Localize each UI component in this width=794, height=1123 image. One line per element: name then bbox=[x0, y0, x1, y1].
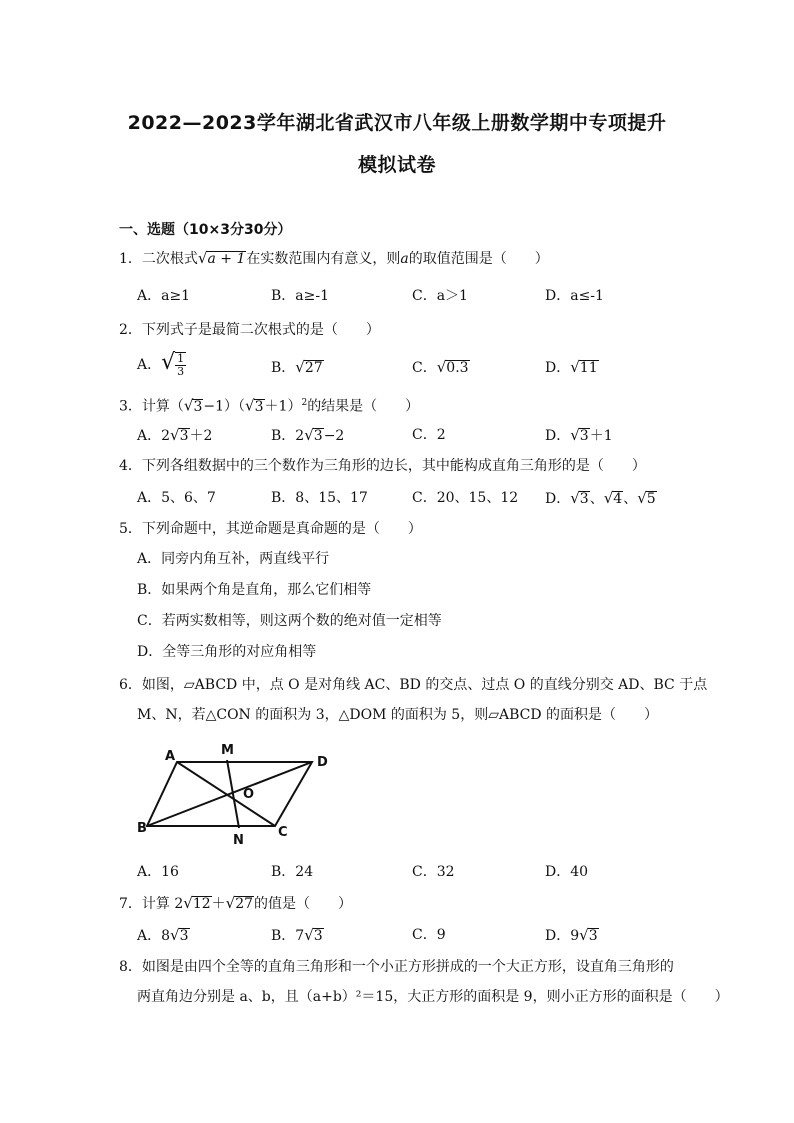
q3-d-label: D． bbox=[545, 428, 571, 444]
question-8-line1: 8．如图是由四个全等的直角三角形和一个小正方形拼成的一个大正方形，设直角三角形的 bbox=[119, 959, 674, 975]
q2-option-a[interactable]: A．√ $\frac{1}{3}$ bbox=[137, 350, 185, 378]
q3-b-label: B．2 bbox=[271, 428, 305, 444]
label-m: M bbox=[221, 743, 234, 758]
q7-radicand-1: 12 bbox=[192, 896, 211, 912]
q3-option-c[interactable]: C．2 bbox=[412, 427, 446, 443]
q4-d-rad2: 4 bbox=[613, 491, 623, 507]
q4-d-rad3: 5 bbox=[646, 491, 656, 507]
diagonal-ac bbox=[177, 762, 275, 826]
question-8-line2: 两直角边分别是 a、b，且（a+b）²＝15，大正方形的面积是 9，则小正方形的面积是（ ） bbox=[137, 989, 729, 1005]
page-title-line2: 模拟试卷 bbox=[357, 154, 436, 176]
q1-text2: 在实数范围内有意义，则 bbox=[246, 251, 401, 267]
q2-option-c[interactable]: C．√0.3 bbox=[412, 358, 469, 376]
question-5: 5．下列命题中，其逆命题是真命题的是（ ） bbox=[119, 521, 422, 537]
label-n: N bbox=[233, 833, 244, 848]
label-b: B bbox=[137, 821, 147, 836]
section-heading: 一、选题（10×3分30分） bbox=[119, 222, 292, 238]
q1-text: 二次根式 bbox=[141, 251, 198, 267]
q5-option-b[interactable]: B．如果两个角是直角，那么它们相等 bbox=[137, 582, 372, 598]
q3-radicand-2: 3 bbox=[254, 398, 264, 415]
q1-option-d[interactable]: D．a≤-1 bbox=[545, 288, 604, 304]
q7-d-radicand: 3 bbox=[588, 928, 598, 944]
label-a: A bbox=[165, 749, 176, 764]
q3-exponent: 2 bbox=[301, 398, 308, 408]
q7-option-b[interactable]: B．7√3 bbox=[271, 926, 323, 944]
q6-option-d[interactable]: D．40 bbox=[545, 864, 589, 880]
q3-text: 3．计算（ bbox=[119, 398, 184, 415]
q4-d-label: D． bbox=[545, 491, 571, 507]
q6-option-b[interactable]: B．24 bbox=[271, 864, 314, 880]
q2-b-label: B． bbox=[271, 360, 296, 376]
q7-d-label: D．9 bbox=[545, 928, 580, 944]
q2-a-numerator: 1 bbox=[177, 352, 185, 365]
q7-text2: 的值是（ ） bbox=[254, 896, 353, 912]
q1-radicand: a + 1 bbox=[207, 251, 246, 267]
q5-option-c[interactable]: C．若两实数相等，则这两个数的绝对值一定相等 bbox=[137, 613, 442, 629]
page-title-line1: 2022—2023学年湖北省武汉市八年级上册数学期中专项提升 bbox=[127, 112, 667, 134]
q7-a-label: A．8 bbox=[137, 928, 171, 944]
parallelogram-figure bbox=[135, 740, 345, 850]
q6-option-a[interactable]: A．16 bbox=[137, 864, 179, 880]
label-c: C bbox=[278, 825, 288, 840]
q4-option-b[interactable]: B．8、15、17 bbox=[271, 490, 368, 506]
q2-d-radicand: 11 bbox=[579, 360, 598, 376]
q3-b-tail: −2 bbox=[323, 428, 345, 444]
question-2: 2．下列式子是最简二次根式的是（ ） bbox=[119, 322, 380, 338]
q4-option-c[interactable]: C．20、15、12 bbox=[412, 490, 519, 506]
question-6-line2: M、N，若△CON 的面积为 3，△DOM 的面积为 5，则▱ABCD 的面积是（ ） bbox=[137, 707, 659, 723]
q3-text2: −1）（ bbox=[203, 398, 246, 415]
q3-text4: 的结果是（ ） bbox=[307, 398, 420, 415]
q3-option-b[interactable]: B．2√3−2 bbox=[271, 426, 345, 444]
q7-a-radicand: 3 bbox=[179, 928, 189, 944]
q7-plus: ＋ bbox=[211, 896, 226, 912]
question-3: 3．计算$(√3-1)(√3+1)^2$的结果是（ ） bbox=[119, 396, 420, 415]
q7-radicand-2: 27 bbox=[235, 896, 254, 912]
q3-d-radicand: 3 bbox=[579, 428, 589, 444]
q3-text3: ＋1） bbox=[264, 398, 302, 415]
q7-text: 7．计算 2 bbox=[119, 896, 184, 912]
q1-text3: 的取值范围是（ ） bbox=[408, 251, 549, 267]
q5-option-a[interactable]: A．同旁内角互补，两直线平行 bbox=[137, 551, 330, 567]
question-4: 4．下列各组数据中的三个数作为三角形的边长，其中能构成直角三角形的是（ ） bbox=[119, 458, 646, 474]
q4-option-d[interactable]: D．√3、√4、√5 bbox=[545, 489, 656, 507]
q7-b-radicand: 3 bbox=[313, 928, 323, 944]
q2-d-label: D． bbox=[545, 360, 571, 376]
q5-option-d[interactable]: D．全等三角形的对应角相等 bbox=[137, 644, 317, 660]
q7-b-label: B．7 bbox=[271, 928, 305, 944]
q4-option-a[interactable]: A．5、6、7 bbox=[137, 490, 216, 506]
q7-option-a[interactable]: A．8√3 bbox=[137, 926, 189, 944]
q1-number: 1． bbox=[119, 251, 142, 267]
q2-c-radicand: 0.3 bbox=[446, 360, 469, 376]
q1-var: a bbox=[400, 251, 409, 267]
q3-option-d[interactable]: D．√3＋1 bbox=[545, 426, 613, 444]
question-6-line1: 6．如图，▱ABCD 中，点 O 是对角线 AC、BD 的交点、过点 O 的直线分别交 AD、BC 于点 bbox=[119, 677, 708, 693]
q2-a-label: A． bbox=[137, 357, 162, 373]
q3-a-radicand: 3 bbox=[179, 428, 189, 444]
question-1: 1．二次根式√a + 1在实数范围内有意义，则a的取值范围是（ ） bbox=[119, 249, 549, 267]
q3-b-radicand: 3 bbox=[313, 428, 323, 444]
q3-radicand-1: 3 bbox=[193, 398, 203, 415]
q4-d-rad1: 3 bbox=[579, 491, 589, 507]
q2-c-label: C． bbox=[412, 360, 437, 376]
q1-option-b[interactable]: B．a≥-1 bbox=[271, 288, 330, 304]
q2-option-b[interactable]: B．√27 bbox=[271, 358, 323, 376]
q3-option-a[interactable]: A．2√3＋2 bbox=[137, 426, 213, 444]
label-d: D bbox=[317, 755, 328, 770]
q7-option-c[interactable]: C．9 bbox=[412, 927, 446, 943]
q6-option-c[interactable]: C．32 bbox=[412, 864, 455, 880]
q2-b-radicand: 27 bbox=[304, 360, 323, 376]
label-o: O bbox=[243, 787, 255, 802]
q3-a-tail: ＋2 bbox=[189, 428, 213, 444]
q1-option-c[interactable]: C．a＞1 bbox=[412, 288, 468, 304]
q2-a-denominator: 3 bbox=[177, 365, 185, 378]
q3-a-label: A．2 bbox=[137, 428, 171, 444]
q2-option-d[interactable]: D．√11 bbox=[545, 358, 598, 376]
q7-option-d[interactable]: D．9√3 bbox=[545, 926, 598, 944]
question-7: 7．计算 2√12＋√27的值是（ ） bbox=[119, 894, 353, 912]
q1-option-a[interactable]: A．a≥1 bbox=[137, 288, 191, 304]
q3-d-tail: ＋1 bbox=[589, 428, 613, 444]
